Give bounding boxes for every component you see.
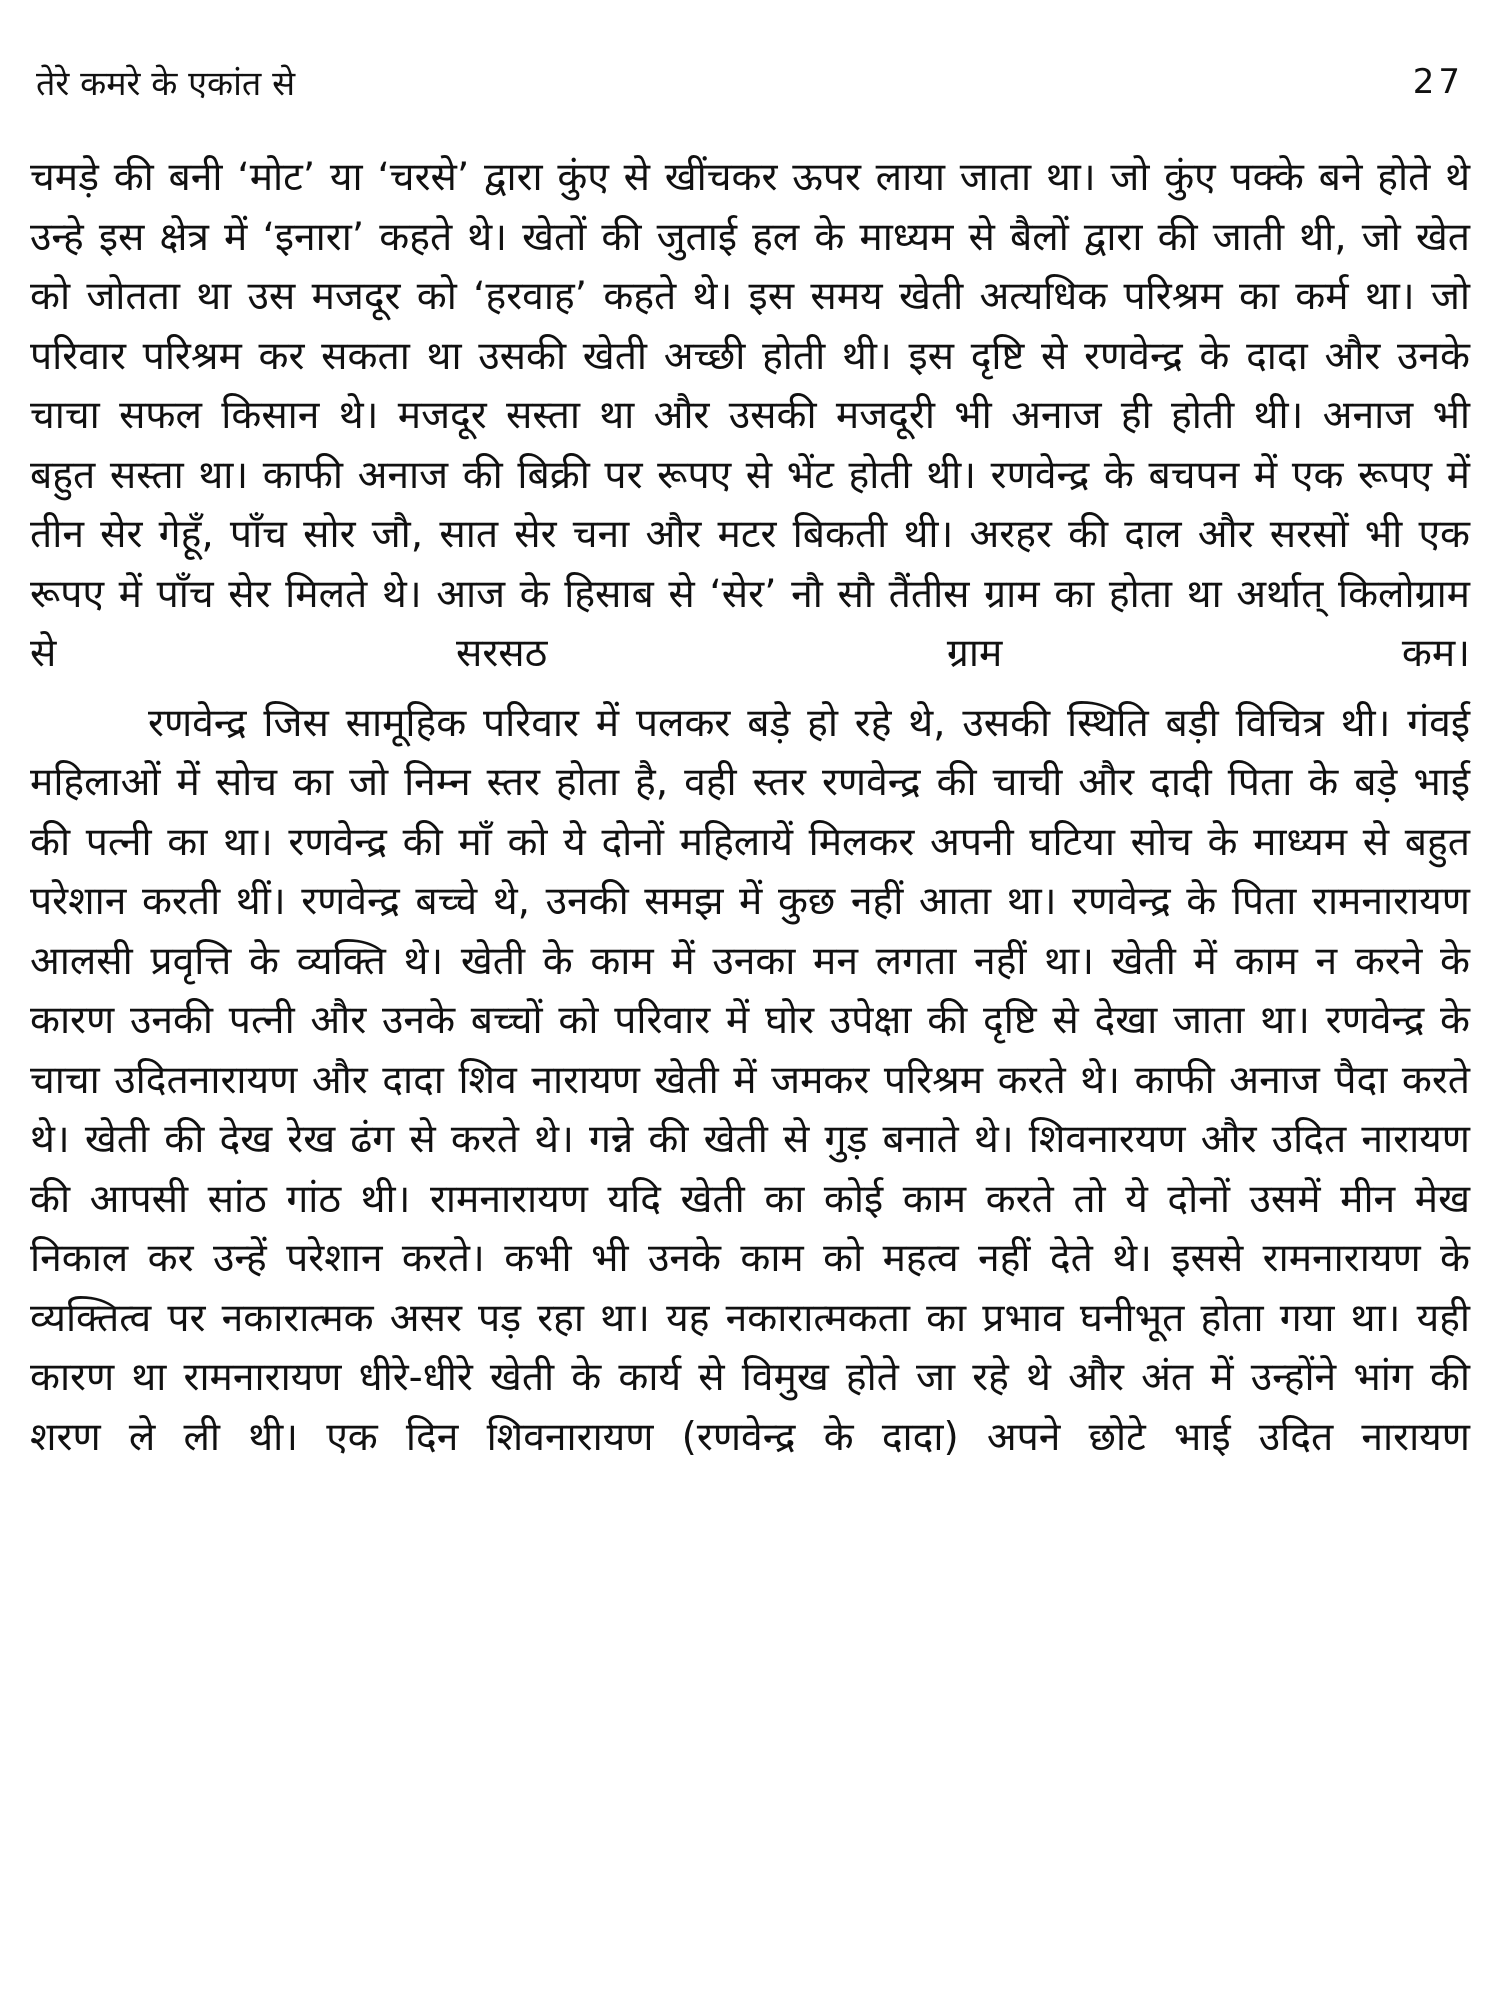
running-header: [36, 52, 1464, 112]
paragraph-2: रणवेन्द्र जिस सामूहिक परिवार में पलकर बड़े हो रहे थे, उसकी स्थिति बड़ी विचित्र थी। गंवई महिलाओं में सोच का जो निम्न स्तर होता है, वही स्तर रणवेन्द्र की चाची और दादी पिता के बड़े भाई की पत्नी का था। रणवेन्द्र की माँ को ये दोनों महिलायें मिलकर अपनी घटिया सोच के माध्यम से बहुत परेशान करती थीं। रणवेन्द्र बच्चे थे, उनकी समझ में कुछ नहीं आता था। रणवेन्द्र के पिता रामनारायण आलसी प्रवृत्ति के व्यक्ति थे। खेती के काम में उनका मन लगता नहीं था। खेती में काम न करने के कारण उनकी पत्नी और उनके बच्चों को परिवार में घोर उपेक्षा की दृष्टि से देखा जाता था। रणवेन्द्र के चाचा उदितनारायण और दादा शिव नारायण खेती में जमकर परिश्रम करते थे। काफी अनाज पैदा करते थे। खेती की देख रेख ढंग से करते थे। गन्ने की खेती से गुड़ बनाते थे। शिवनारयण और उदित नारायण की आपसी सांठ गांठ थी। रामनारायण यदि खेती का कोई काम करते तो ये दोनों उसमें मीन मेख निकाल कर उन्हें परेशान करते। कभी भी उनके काम को महत्व नहीं देते थे। इससे रामनारायण के व्यक्तित्व पर नकारात्मक असर पड़ रहा था। यह नकारात्मकता का प्रभाव घनीभूत होता गया था। यही कारण था रामनारायण धीरे-धीरे खेती के कार्य से विमुख होते जा रहे थे और अंत में उन्होंने भांग की शरण ले ली थी। एक दिन शिवनारायण (रणवेन्द्र के दादा) अपने छोटे भाई उदित नारायण: [30, 700, 1470, 1460]
page-number: 27: [1412, 62, 1464, 102]
book-title: तेरे कमरे के एकांत से: [36, 64, 296, 104]
body-text: [30, 148, 1470, 1467]
paragraph-1: चमड़े की बनी ‘मोट’ या ‘चरसे’ द्वारा कुंए से खींचकर ऊपर लाया जाता था। जो कुंए पक्के बने होते थे उन्हे इस क्षेत्र में ‘इनारा’ कहते थे। खेतों की जुताई हल के माध्यम से बैलों द्वारा की जाती थी, जो खेत को जोतता था उस मजदूर को ‘हरवाह’ कहते थे। इस समय खेती अत्यधिक परिश्रम का कर्म था। जो परिवार परिश्रम कर सकता था उसकी खेती अच्छी होती थी। इस दृष्टि से रणवेन्द्र के दादा और उनके चाचा सफल किसान थे। मजदूर सस्ता था और उसकी मजदूरी भी अनाज ही होती थी। अनाज भी बहुत सस्ता था। काफी अनाज की बिक्री पर रूपए से भेंट होती थी। रणवेन्द्र के बचपन में एक रूपए में तीन सेर गेहूँ, पाँच सोर जौ, सात सेर चना और मटर बिकती थी। अरहर की दाल और सरसों भी एक रूपए में पाँच सेर मिलते थे। आज के हिसाब से ‘सेर’ नौ सौ तैंतीस ग्राम का होता था अर्थात् किलोग्राम से सरसठ ग्राम कम।: [30, 155, 1470, 676]
